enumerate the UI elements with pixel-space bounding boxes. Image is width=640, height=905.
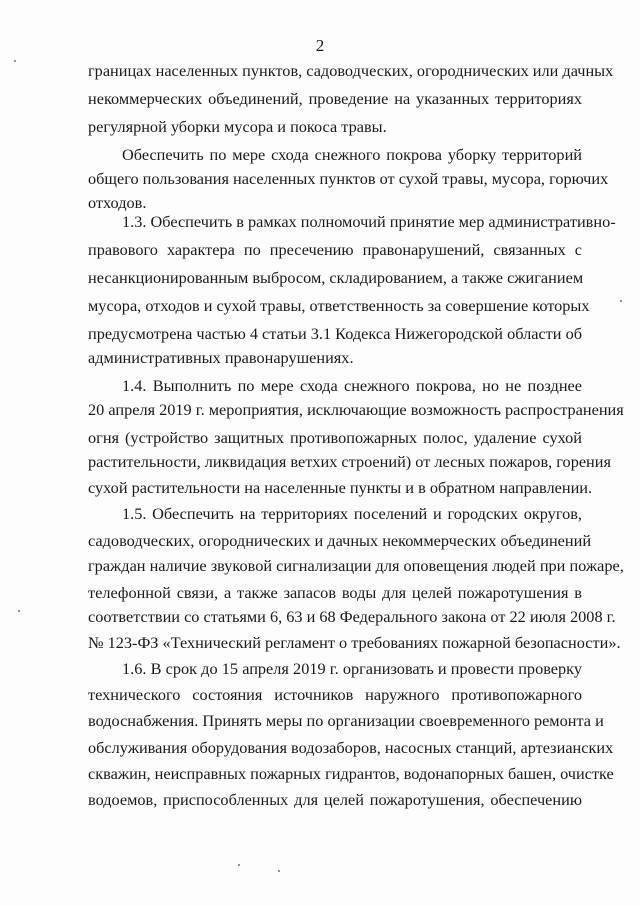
text-line: 1.4. Выполнить по мере схода снежного покрова, но не позднее	[122, 376, 582, 395]
text-line: огня (устройство защитных противопожарных полос, удаление сухой	[88, 428, 582, 447]
text-line: регулярной уборки мусора и покоса травы.	[88, 117, 387, 136]
text-line: растительности, ликвидация ветхих строений) от лесных пожаров, горения	[88, 452, 611, 471]
text-line: водоемов, приспособленных для целей пожаротушения, обеспечению	[88, 790, 582, 809]
scan-speck	[278, 870, 280, 872]
scan-speck	[620, 300, 622, 302]
text-line: границах населенных пунктов, садоводческих, огороднических или дачных	[88, 61, 614, 80]
text-line: соответствии со статьями 6, 63 и 68 Федерального закона от 22 июля 2008 г.	[88, 607, 616, 626]
text-line: 1.6. В срок до 15 апреля 2019 г. организовать и провести проверку	[122, 659, 582, 678]
scan-speck	[14, 60, 16, 62]
text-line: правового характера по пресечению правонарушений, связанных с	[88, 240, 582, 259]
text-line: технического состояния источников наружного противопожарного	[88, 685, 582, 704]
text-line: граждан наличие звуковой сигнализации для оповещения людей при пожаре,	[88, 556, 624, 575]
text-line: телефонной связи, а также запасов воды для целей пожаротушения в	[88, 583, 582, 602]
text-line: Обеспечить по мере схода снежного покрова уборку территорий	[122, 145, 582, 164]
scan-speck	[238, 864, 240, 866]
text-line: общего пользования населенных пунктов от сухой травы, мусора, горючих	[88, 169, 609, 188]
text-line: 20 апреля 2019 г. мероприятия, исключающие возможность распространения	[88, 400, 624, 419]
text-line: обслуживания оборудования водозаборов, насосных станций, артезианских	[88, 738, 614, 757]
text-line: несанкционированным выбросом, складированием, а также сжиганием	[88, 268, 584, 287]
text-line: мусора, отходов и сухой травы, ответственность за совершение которых	[88, 296, 590, 315]
text-line: скважин, неисправных пожарных гидрантов, водонапорных башен, очистке	[88, 764, 614, 783]
text-line: 1.5. Обеспечить на территориях поселений и городских округов,	[122, 504, 582, 523]
text-line: отходов.	[88, 193, 147, 212]
text-line: 1.3. Обеспечить в рамках полномочий принятие мер административно-	[122, 212, 616, 231]
text-line: сухой растительности на населенные пункты и в обратном направлении.	[88, 478, 593, 497]
text-line: № 123-ФЗ «Технический регламент о требованиях пожарной безопасности».	[88, 633, 621, 652]
text-line: административных правонарушениях.	[88, 348, 354, 367]
text-line: водоснабжения. Принять меры по организации своевременного ремонта и	[88, 711, 604, 730]
page-number: 2	[315, 36, 325, 55]
text-line: некоммерческих объединений, проведение на указанных территориях	[88, 89, 582, 108]
scan-speck	[18, 610, 20, 612]
text-line: садоводческих, огороднических и дачных некоммерческих объединений	[88, 531, 592, 550]
text-line: предусмотрена частью 4 статьи 3.1 Кодекса Нижегородской области об	[88, 324, 583, 343]
